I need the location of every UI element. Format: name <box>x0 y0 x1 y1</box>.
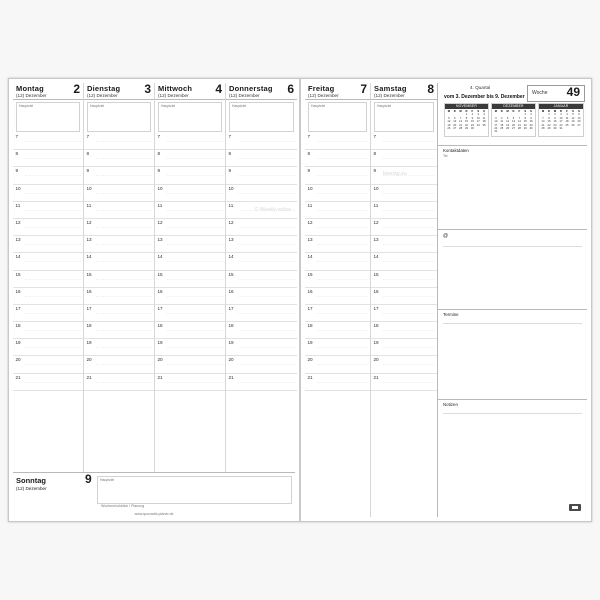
day-number: 4 <box>215 82 222 96</box>
day-header <box>226 83 297 100</box>
hour-label: 21 <box>307 374 313 380</box>
day-note-block[interactable] <box>97 476 292 504</box>
mini-day: 31 <box>494 130 498 134</box>
day-name: Sonntag <box>16 476 46 485</box>
mini-day: 11 <box>482 116 486 120</box>
weekday-header: F <box>566 110 568 113</box>
hour-label: 9 <box>228 168 232 174</box>
mini-day: 29 <box>523 127 527 131</box>
mini-day <box>576 127 582 130</box>
hour-label: 8 <box>373 151 377 157</box>
hour-label: 7 <box>86 134 90 139</box>
mini-day: 27 <box>511 127 515 131</box>
hour-label: 10 <box>86 185 92 191</box>
hour-label: 20 <box>157 357 163 363</box>
day-column-samstag[interactable] <box>371 83 437 517</box>
mini-day: 23 <box>553 123 557 127</box>
mini-day: 31 <box>559 127 563 131</box>
weekday-header: M <box>459 110 462 113</box>
mini-day: 21 <box>517 123 521 127</box>
hour-label: 11 <box>307 202 313 208</box>
mini-day: 2 <box>530 113 532 117</box>
mini-day: 11 <box>500 120 504 124</box>
mini-day: 22 <box>523 123 527 127</box>
hour-label: 13 <box>86 237 92 243</box>
weekday-header: D <box>548 110 550 113</box>
field-notizen[interactable] <box>438 399 587 517</box>
weekday-header: D <box>453 110 456 113</box>
publisher-logo-icon <box>569 504 581 511</box>
right-page <box>300 78 592 522</box>
mini-day: 24 <box>494 127 498 131</box>
day-header <box>371 83 437 100</box>
hour-label: 16 <box>228 288 234 294</box>
day-name: Dienstag <box>87 84 121 93</box>
hour-label: 17 <box>157 305 163 311</box>
mini-calendar-grid <box>492 109 535 134</box>
mini-day: 25 <box>500 127 504 131</box>
mini-day: 25 <box>565 123 569 127</box>
day-column-donnerstag[interactable] <box>226 83 297 517</box>
hour-label: 8 <box>307 151 311 157</box>
hour-label: 15 <box>86 271 92 277</box>
hour-label: 14 <box>86 254 92 260</box>
mini-day: 16 <box>529 120 533 124</box>
hour-label: 10 <box>15 185 21 191</box>
right-day-columns <box>305 83 435 517</box>
note-label: Hauptziel <box>377 104 392 108</box>
hour-label: 14 <box>228 254 234 260</box>
mini-day: 21 <box>459 123 463 127</box>
hour-label: 14 <box>15 254 21 260</box>
mini-day: 4 <box>501 116 503 120</box>
day-number: 2 <box>73 82 80 96</box>
weekday-header: S <box>572 110 574 113</box>
mini-day: 23 <box>529 123 533 127</box>
weekday-header: D <box>512 110 515 113</box>
mini-day: 2 <box>471 113 474 117</box>
planner-spread <box>8 78 592 522</box>
day-date: (12) Dezember <box>229 93 260 98</box>
hour-label: 18 <box>228 323 234 329</box>
hour-label: 21 <box>373 374 379 380</box>
weekday-header: D <box>500 110 503 113</box>
hour-label: 17 <box>228 305 234 311</box>
mini-day: 16 <box>470 120 474 124</box>
mini-day: 22 <box>547 123 551 127</box>
hour-label: 21 <box>157 374 163 380</box>
mini-day: 20 <box>453 123 457 127</box>
mini-calendar-title: NOVEMBER <box>445 104 488 109</box>
mini-day: 6 <box>454 116 456 120</box>
day-note-block[interactable] <box>158 102 222 132</box>
mini-day: 14 <box>459 120 463 124</box>
hour-label: 7 <box>15 134 19 139</box>
hour-label: 13 <box>307 237 313 243</box>
mini-day: 13 <box>577 116 581 120</box>
day-note-block[interactable] <box>308 102 367 132</box>
weekday-header: S <box>530 110 532 113</box>
day-name: Samstag <box>374 84 407 93</box>
hour-label: 7 <box>307 134 311 139</box>
hour-label: 9 <box>307 168 311 174</box>
mini-day: 17 <box>494 123 498 127</box>
mini-day: 9 <box>471 116 474 120</box>
hour-label: 19 <box>307 340 313 346</box>
week-badge-label: Woche <box>532 90 548 96</box>
hour-label: 13 <box>228 237 234 243</box>
note-label: Hauptziel <box>90 104 105 108</box>
mini-calendar-title: DEZEMBER <box>492 104 535 109</box>
hour-label: 7 <box>373 134 377 139</box>
mini-day: 30 <box>553 127 557 131</box>
mini-day: 11 <box>565 116 569 120</box>
hour-label: 19 <box>228 340 234 346</box>
mini-day: 1 <box>524 113 526 117</box>
hour-label: 18 <box>307 323 313 329</box>
sunday-block[interactable] <box>13 472 295 517</box>
mini-day: 6 <box>578 113 580 117</box>
mini-day: 3 <box>560 113 562 117</box>
day-name: Donnerstag <box>229 84 273 93</box>
mini-day: 17 <box>559 120 563 124</box>
hour-label: 14 <box>157 254 163 260</box>
hour-label: 12 <box>373 219 379 225</box>
day-header <box>155 83 225 100</box>
mini-day: 19 <box>571 120 575 124</box>
hour-label: 9 <box>373 168 377 174</box>
hour-label: 17 <box>307 305 313 311</box>
weekday-header: S <box>524 110 527 113</box>
hour-grid[interactable] <box>84 133 154 517</box>
day-note-block[interactable] <box>229 102 294 132</box>
hour-label: 11 <box>86 202 92 208</box>
hour-label: 17 <box>15 305 21 311</box>
day-name: Montag <box>16 84 44 93</box>
page-footer-note: www.quovadis-planer.de <box>134 512 174 516</box>
weekday-header: M <box>447 110 451 113</box>
day-number: 9 <box>85 472 92 486</box>
hour-label: 11 <box>157 202 163 208</box>
hour-label: 21 <box>228 374 234 380</box>
hour-label: 20 <box>373 357 379 363</box>
day-number: 3 <box>144 82 151 96</box>
hour-label: 20 <box>86 357 92 363</box>
mini-day: 30 <box>529 127 533 131</box>
hour-label: 8 <box>86 151 90 157</box>
mini-day: 29 <box>464 127 468 131</box>
hour-label: 12 <box>157 219 163 225</box>
mini-day: 3 <box>477 113 479 117</box>
hour-label: 13 <box>373 237 379 243</box>
mini-day: 21 <box>541 123 545 127</box>
hour-label: 15 <box>157 271 163 277</box>
mini-day: 6 <box>512 116 515 120</box>
hour-label: 10 <box>157 185 163 191</box>
day-date: (12) Dezember <box>374 93 405 98</box>
at-icon: @ <box>443 233 449 239</box>
left-day-columns <box>13 83 295 517</box>
field-termine[interactable] <box>438 309 587 400</box>
mini-day: 4 <box>566 113 568 117</box>
hour-label: 18 <box>373 323 379 329</box>
mini-day: 9 <box>554 116 556 120</box>
weekday-header: D <box>465 110 468 113</box>
mini-day: 29 <box>547 127 551 131</box>
mini-day: 22 <box>464 123 468 127</box>
hour-label: 9 <box>15 168 19 174</box>
mini-day: 27 <box>453 127 457 131</box>
hour-grid[interactable] <box>155 133 225 517</box>
day-number: 7 <box>360 82 367 96</box>
note-label: Hauptziel <box>232 104 247 108</box>
mini-day: 20 <box>511 123 515 127</box>
hour-label: 8 <box>228 151 232 157</box>
mini-day: 5 <box>572 113 574 117</box>
weekday-header: S <box>578 110 580 113</box>
hour-grid[interactable] <box>305 133 370 517</box>
hour-label: 16 <box>157 288 163 294</box>
day-column-montag[interactable] <box>13 83 84 517</box>
hour-label: 19 <box>86 340 92 346</box>
mini-day: 18 <box>482 120 486 124</box>
hour-label: 12 <box>86 219 92 225</box>
mini-day: 13 <box>453 120 457 124</box>
hour-label: 18 <box>157 323 163 329</box>
mini-day: 4 <box>483 113 485 117</box>
hour-label: 17 <box>373 305 379 311</box>
hour-label: 20 <box>15 357 21 363</box>
mini-day: 7 <box>518 116 521 120</box>
weekday-header: S <box>483 110 485 113</box>
mini-calendar-grid <box>539 109 583 130</box>
watermark-right: feiertag.eu <box>383 171 407 177</box>
hour-label: 7 <box>157 134 161 139</box>
mini-day: 18 <box>500 123 504 127</box>
hour-label: 16 <box>373 288 379 294</box>
hour-label: 17 <box>86 305 92 311</box>
mini-day: 23 <box>470 123 474 127</box>
mini-day: 19 <box>506 123 510 127</box>
field-sublabel: Tel. <box>443 154 449 158</box>
note-label: Hauptziel <box>311 104 326 108</box>
weekday-header: F <box>518 110 521 113</box>
hour-label: 20 <box>307 357 313 363</box>
mini-day: 8 <box>548 116 550 120</box>
mini-day: 2 <box>554 113 556 117</box>
mini-calendar-november[interactable] <box>444 103 489 137</box>
weekday-header: M <box>506 110 509 113</box>
day-column-mittwoch[interactable] <box>155 83 226 517</box>
mini-day: 3 <box>495 116 497 120</box>
week-range-label: vom 3. Dezember bis 9. Dezember <box>444 94 525 100</box>
field-label: Termine <box>443 312 459 317</box>
day-date: (12) Dezember <box>16 93 47 98</box>
hour-label: 12 <box>15 219 21 225</box>
hour-label: 16 <box>307 288 313 294</box>
hour-label: 19 <box>157 340 163 346</box>
mini-day: 28 <box>541 127 545 131</box>
mini-day: 1 <box>548 113 550 117</box>
mini-day: 30 <box>470 127 474 131</box>
mini-day: 14 <box>517 120 521 124</box>
field-label: Notizen <box>443 402 458 407</box>
sidebar-header <box>438 83 587 139</box>
mini-day: 8 <box>465 116 468 120</box>
hour-label: 14 <box>307 254 313 260</box>
hour-label: 11 <box>373 202 379 208</box>
hour-label: 10 <box>228 185 234 191</box>
mini-day: 7 <box>542 116 544 120</box>
field-label: Kontaktdaten <box>443 148 469 153</box>
mini-calendar-title: JANUAR <box>539 104 583 109</box>
note-label: Hauptziel <box>100 478 115 482</box>
hour-label: 16 <box>86 288 92 294</box>
day-date: (12) Dezember <box>87 93 118 98</box>
mini-calendar-januar[interactable] <box>538 103 584 137</box>
mini-day: 28 <box>459 127 463 131</box>
weekday-header: M <box>494 110 498 113</box>
mini-day: 26 <box>447 127 451 131</box>
mini-day: 10 <box>494 120 498 124</box>
weekday-header: M <box>553 110 557 113</box>
field-kontaktdaten[interactable] <box>438 145 587 230</box>
hour-label: 15 <box>373 271 379 277</box>
hour-grid[interactable] <box>371 133 437 517</box>
field-email[interactable] <box>438 229 587 310</box>
day-note-block[interactable] <box>374 102 434 132</box>
day-date: (12) Dezember <box>158 93 189 98</box>
note-label: Hauptziel <box>19 104 34 108</box>
hour-label: 9 <box>86 168 90 174</box>
weekday-header: M <box>541 110 545 113</box>
day-column-freitag[interactable] <box>305 83 371 517</box>
mini-day: 26 <box>571 123 575 127</box>
hour-label: 19 <box>373 340 379 346</box>
day-note-block[interactable] <box>16 102 80 132</box>
hour-label: 21 <box>86 374 92 380</box>
hour-label: 10 <box>373 185 379 191</box>
hour-label: 20 <box>228 357 234 363</box>
mini-day: 20 <box>577 120 581 124</box>
hour-label: 11 <box>15 202 21 208</box>
mini-day: 8 <box>524 116 526 120</box>
day-note-block[interactable] <box>87 102 151 132</box>
mini-day: 25 <box>482 123 486 127</box>
hour-label: 15 <box>228 271 234 277</box>
weekday-header: S <box>477 110 480 113</box>
mini-day: 24 <box>476 123 480 127</box>
mini-day: 19 <box>447 123 451 127</box>
day-number: 8 <box>427 82 434 96</box>
mini-day: 17 <box>476 120 480 124</box>
hour-label: 15 <box>307 271 313 277</box>
hour-label: 14 <box>373 254 379 260</box>
mini-day: 14 <box>541 120 545 124</box>
hour-label: 12 <box>307 219 313 225</box>
day-name: Mittwoch <box>158 84 193 93</box>
hour-grid[interactable] <box>13 133 83 517</box>
mini-day: 26 <box>506 127 510 131</box>
mini-calendar-dezember[interactable] <box>491 103 536 137</box>
mini-day: 18 <box>565 120 569 124</box>
mini-day: 24 <box>559 123 563 127</box>
hour-label: 10 <box>307 185 313 191</box>
hour-label: 15 <box>15 271 21 277</box>
day-header <box>13 83 83 100</box>
mini-calendar-grid <box>445 109 488 130</box>
mini-day: 12 <box>447 120 451 124</box>
mini-day: 13 <box>511 120 515 124</box>
quarter-label: 4. Quartal <box>470 85 491 90</box>
hour-label: 9 <box>157 168 161 174</box>
day-header <box>84 83 154 100</box>
hour-label: 13 <box>15 237 21 243</box>
hour-label: 7 <box>228 134 232 139</box>
mini-day: 5 <box>506 116 509 120</box>
mini-day: 10 <box>476 116 480 120</box>
sunday-subnote: Wochenrückblick / Planung <box>101 504 145 508</box>
mini-day: 28 <box>517 127 521 131</box>
hour-label: 21 <box>15 374 21 380</box>
day-number: 6 <box>287 82 294 96</box>
day-date: (12) Dezember <box>16 486 47 491</box>
week-sidebar <box>437 83 587 517</box>
hour-label: 16 <box>15 288 21 294</box>
mini-day: 10 <box>559 116 563 120</box>
mini-day <box>481 127 487 130</box>
hour-label: 11 <box>228 202 234 208</box>
week-badge <box>527 85 585 102</box>
mini-day: 5 <box>448 116 450 120</box>
hour-label: 18 <box>15 323 21 329</box>
mini-day: 15 <box>523 120 527 124</box>
hour-label: 19 <box>15 340 21 346</box>
day-column-dienstag[interactable] <box>84 83 155 517</box>
mini-day: 12 <box>506 120 510 124</box>
mini-day: 7 <box>459 116 462 120</box>
hour-label: 8 <box>157 151 161 157</box>
mini-day: 15 <box>464 120 468 124</box>
mini-day: 1 <box>465 113 468 117</box>
hour-grid[interactable] <box>226 133 297 517</box>
left-page <box>8 78 300 522</box>
weekday-header: D <box>560 110 562 113</box>
weekday-header: F <box>471 110 474 113</box>
day-header <box>305 83 370 100</box>
note-label: Hauptziel <box>161 104 176 108</box>
hour-label: 12 <box>228 219 234 225</box>
mini-day: 27 <box>577 123 581 127</box>
hour-label: 8 <box>15 151 19 157</box>
mini-day: 15 <box>547 120 551 124</box>
hour-label: 13 <box>157 237 163 243</box>
week-number: 49 <box>566 85 580 99</box>
mini-day: 9 <box>530 116 532 120</box>
day-date: (12) Dezember <box>308 93 339 98</box>
day-name: Freitag <box>308 84 335 93</box>
watermark-left: © Weekly-online <box>254 207 291 213</box>
hour-label: 18 <box>86 323 92 329</box>
mini-day: 16 <box>553 120 557 124</box>
mini-day: 12 <box>571 116 575 120</box>
